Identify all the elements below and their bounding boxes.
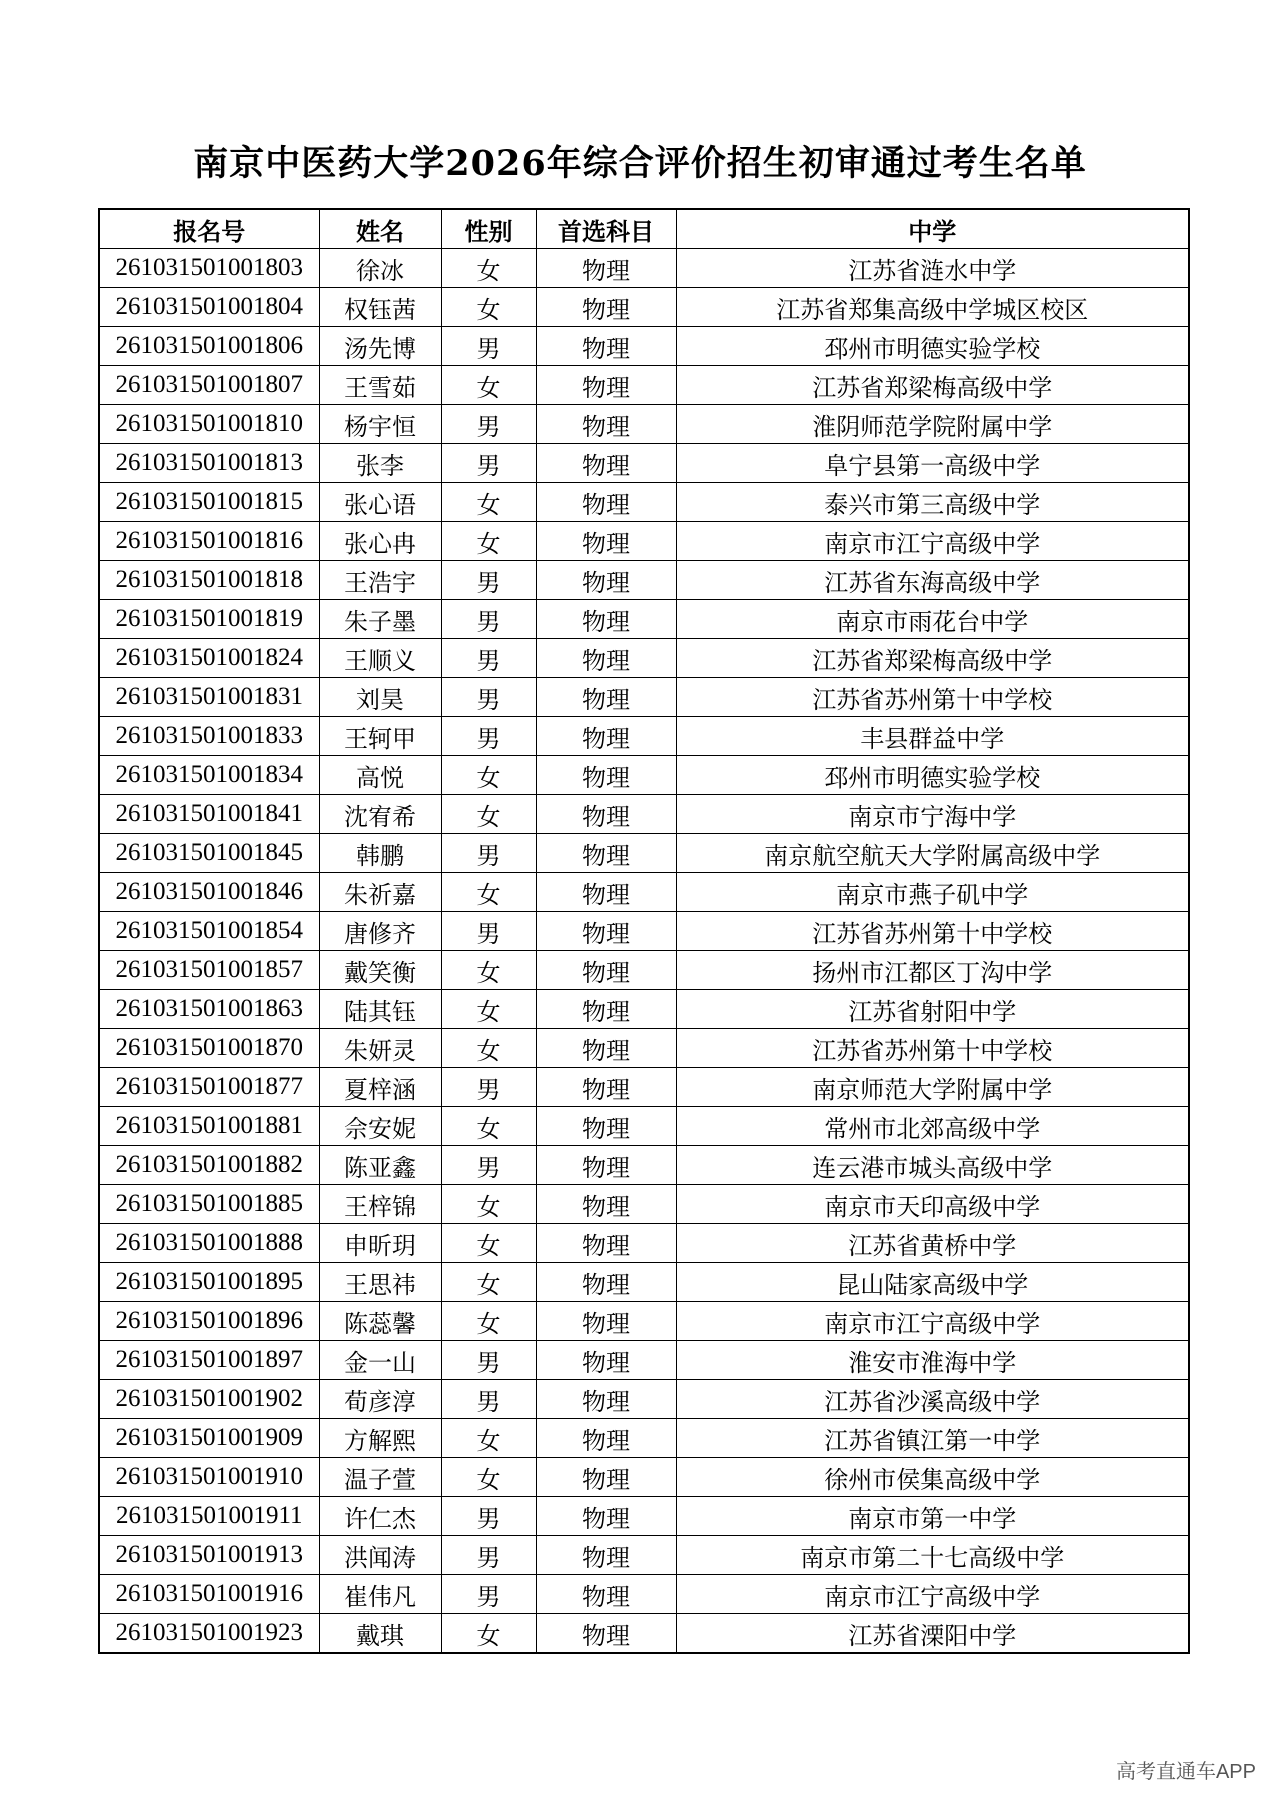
cell-registration-number: 261031501001824 — [99, 639, 319, 678]
cell-subject: 物理 — [536, 1029, 676, 1068]
cell-subject: 物理 — [536, 678, 676, 717]
cell-subject: 物理 — [536, 444, 676, 483]
cell-registration-number: 261031501001834 — [99, 756, 319, 795]
cell-name: 洪闻涛 — [319, 1536, 441, 1575]
table-row — [99, 1263, 1189, 1302]
cell-name: 王顺义 — [319, 639, 441, 678]
table-row — [99, 1107, 1189, 1146]
cell-registration-number: 261031501001857 — [99, 951, 319, 990]
cell-subject: 物理 — [536, 1107, 676, 1146]
cell-gender: 女 — [441, 1029, 536, 1068]
cell-gender: 男 — [441, 678, 536, 717]
table-row — [99, 1536, 1189, 1575]
cell-registration-number: 261031501001870 — [99, 1029, 319, 1068]
cell-name: 高悦 — [319, 756, 441, 795]
cell-school: 昆山陆家高级中学 — [676, 1263, 1189, 1302]
table-row — [99, 873, 1189, 912]
table-row — [99, 1185, 1189, 1224]
cell-school: 南京市江宁高级中学 — [676, 522, 1189, 561]
cell-registration-number: 261031501001804 — [99, 288, 319, 327]
table-row — [99, 327, 1189, 366]
cell-gender: 男 — [441, 1146, 536, 1185]
cell-gender: 女 — [441, 1302, 536, 1341]
cell-registration-number: 261031501001846 — [99, 873, 319, 912]
cell-school: 丰县群益中学 — [676, 717, 1189, 756]
candidate-table — [98, 208, 1190, 1654]
cell-registration-number: 261031501001841 — [99, 795, 319, 834]
table-row — [99, 951, 1189, 990]
cell-registration-number: 261031501001895 — [99, 1263, 319, 1302]
cell-gender: 男 — [441, 444, 536, 483]
table-row — [99, 1302, 1189, 1341]
cell-name: 朱妍灵 — [319, 1029, 441, 1068]
cell-registration-number: 261031501001863 — [99, 990, 319, 1029]
table-row — [99, 288, 1189, 327]
cell-subject: 物理 — [536, 327, 676, 366]
cell-gender: 男 — [441, 912, 536, 951]
table-row — [99, 444, 1189, 483]
cell-school: 邳州市明德实验学校 — [676, 756, 1189, 795]
table-row — [99, 561, 1189, 600]
cell-registration-number: 261031501001818 — [99, 561, 319, 600]
cell-name: 张李 — [319, 444, 441, 483]
table-row — [99, 1146, 1189, 1185]
cell-gender: 男 — [441, 561, 536, 600]
cell-subject: 物理 — [536, 1341, 676, 1380]
cell-registration-number: 261031501001902 — [99, 1380, 319, 1419]
cell-gender: 女 — [441, 1614, 536, 1654]
cell-gender: 女 — [441, 756, 536, 795]
cell-name: 朱子墨 — [319, 600, 441, 639]
cell-school: 南京市燕子矶中学 — [676, 873, 1189, 912]
cell-name: 佘安妮 — [319, 1107, 441, 1146]
table-row — [99, 249, 1189, 288]
header-school: 中学 — [676, 209, 1189, 249]
cell-registration-number: 261031501001813 — [99, 444, 319, 483]
header-name: 姓名 — [319, 209, 441, 249]
cell-gender: 男 — [441, 639, 536, 678]
table-row — [99, 1068, 1189, 1107]
cell-gender: 女 — [441, 1263, 536, 1302]
table-row — [99, 912, 1189, 951]
cell-registration-number: 261031501001913 — [99, 1536, 319, 1575]
cell-school: 江苏省苏州第十中学校 — [676, 912, 1189, 951]
cell-name: 崔伟凡 — [319, 1575, 441, 1614]
cell-subject: 物理 — [536, 483, 676, 522]
cell-name: 汤先博 — [319, 327, 441, 366]
cell-school: 南京市宁海中学 — [676, 795, 1189, 834]
cell-school: 江苏省沙溪高级中学 — [676, 1380, 1189, 1419]
cell-school: 淮安市淮海中学 — [676, 1341, 1189, 1380]
table-row — [99, 1497, 1189, 1536]
cell-school: 南京市天印高级中学 — [676, 1185, 1189, 1224]
cell-registration-number: 261031501001816 — [99, 522, 319, 561]
cell-subject: 物理 — [536, 405, 676, 444]
cell-gender: 男 — [441, 327, 536, 366]
cell-gender: 女 — [441, 1419, 536, 1458]
cell-gender: 男 — [441, 1575, 536, 1614]
cell-registration-number: 261031501001810 — [99, 405, 319, 444]
cell-school: 泰兴市第三高级中学 — [676, 483, 1189, 522]
cell-registration-number: 261031501001806 — [99, 327, 319, 366]
table-row — [99, 405, 1189, 444]
cell-name: 许仁杰 — [319, 1497, 441, 1536]
cell-subject: 物理 — [536, 1536, 676, 1575]
cell-registration-number: 261031501001819 — [99, 600, 319, 639]
cell-school: 江苏省镇江第一中学 — [676, 1419, 1189, 1458]
cell-school: 南京市江宁高级中学 — [676, 1302, 1189, 1341]
cell-gender: 女 — [441, 249, 536, 288]
cell-gender: 女 — [441, 795, 536, 834]
table-row — [99, 795, 1189, 834]
cell-subject: 物理 — [536, 1185, 676, 1224]
cell-name: 朱祈嘉 — [319, 873, 441, 912]
cell-name: 戴琪 — [319, 1614, 441, 1654]
cell-registration-number: 261031501001877 — [99, 1068, 319, 1107]
cell-name: 陈亚鑫 — [319, 1146, 441, 1185]
table-row — [99, 1224, 1189, 1263]
cell-registration-number: 261031501001910 — [99, 1458, 319, 1497]
cell-subject: 物理 — [536, 990, 676, 1029]
cell-school: 邳州市明德实验学校 — [676, 327, 1189, 366]
cell-subject: 物理 — [536, 834, 676, 873]
cell-registration-number: 261031501001909 — [99, 1419, 319, 1458]
cell-school: 南京航空航天大学附属高级中学 — [676, 834, 1189, 873]
cell-name: 张心语 — [319, 483, 441, 522]
cell-subject: 物理 — [536, 912, 676, 951]
table-row — [99, 1419, 1189, 1458]
cell-gender: 女 — [441, 1458, 536, 1497]
cell-gender: 男 — [441, 834, 536, 873]
cell-name: 陆其钰 — [319, 990, 441, 1029]
table-header-row — [99, 209, 1189, 249]
table-row — [99, 1341, 1189, 1380]
table-body — [99, 249, 1189, 1654]
page-title: 南京中医药大学2026年综合评价招生初审通过考生名单 — [193, 143, 1087, 184]
cell-registration-number: 261031501001911 — [99, 1497, 319, 1536]
cell-gender: 男 — [441, 717, 536, 756]
header-registration-number: 报名号 — [99, 209, 319, 249]
cell-subject: 物理 — [536, 1224, 676, 1263]
cell-school: 常州市北郊高级中学 — [676, 1107, 1189, 1146]
cell-school: 连云港市城头高级中学 — [676, 1146, 1189, 1185]
cell-subject: 物理 — [536, 1302, 676, 1341]
cell-name: 唐修齐 — [319, 912, 441, 951]
cell-name: 陈蕊馨 — [319, 1302, 441, 1341]
cell-name: 杨宇恒 — [319, 405, 441, 444]
cell-subject: 物理 — [536, 873, 676, 912]
cell-subject: 物理 — [536, 1575, 676, 1614]
cell-gender: 女 — [441, 951, 536, 990]
cell-subject: 物理 — [536, 600, 676, 639]
cell-school: 江苏省溧阳中学 — [676, 1614, 1189, 1654]
cell-school: 阜宁县第一高级中学 — [676, 444, 1189, 483]
cell-name: 申昕玥 — [319, 1224, 441, 1263]
cell-name: 方解熙 — [319, 1419, 441, 1458]
cell-school: 江苏省东海高级中学 — [676, 561, 1189, 600]
cell-name: 徐冰 — [319, 249, 441, 288]
table-row — [99, 678, 1189, 717]
cell-school: 南京师范大学附属中学 — [676, 1068, 1189, 1107]
cell-registration-number: 261031501001854 — [99, 912, 319, 951]
cell-school: 江苏省黄桥中学 — [676, 1224, 1189, 1263]
cell-school: 江苏省郑梁梅高级中学 — [676, 366, 1189, 405]
table-row — [99, 1380, 1189, 1419]
table-row — [99, 834, 1189, 873]
cell-name: 权钰茜 — [319, 288, 441, 327]
cell-subject: 物理 — [536, 366, 676, 405]
cell-school: 淮阴师范学院附属中学 — [676, 405, 1189, 444]
cell-gender: 女 — [441, 990, 536, 1029]
cell-gender: 女 — [441, 1185, 536, 1224]
cell-subject: 物理 — [536, 1263, 676, 1302]
cell-registration-number: 261031501001885 — [99, 1185, 319, 1224]
cell-registration-number: 261031501001896 — [99, 1302, 319, 1341]
table-row — [99, 1458, 1189, 1497]
cell-gender: 女 — [441, 288, 536, 327]
cell-subject: 物理 — [536, 1458, 676, 1497]
cell-subject: 物理 — [536, 1497, 676, 1536]
cell-registration-number: 261031501001897 — [99, 1341, 319, 1380]
cell-subject: 物理 — [536, 639, 676, 678]
cell-subject: 物理 — [536, 951, 676, 990]
cell-school: 徐州市侯集高级中学 — [676, 1458, 1189, 1497]
cell-school: 江苏省涟水中学 — [676, 249, 1189, 288]
cell-gender: 女 — [441, 1224, 536, 1263]
cell-registration-number: 261031501001845 — [99, 834, 319, 873]
cell-school: 南京市第一中学 — [676, 1497, 1189, 1536]
cell-gender: 男 — [441, 600, 536, 639]
table-row — [99, 366, 1189, 405]
cell-name: 王雪茹 — [319, 366, 441, 405]
cell-subject: 物理 — [536, 561, 676, 600]
cell-registration-number: 261031501001833 — [99, 717, 319, 756]
cell-registration-number: 261031501001881 — [99, 1107, 319, 1146]
table-row — [99, 717, 1189, 756]
cell-subject: 物理 — [536, 249, 676, 288]
cell-school: 南京市江宁高级中学 — [676, 1575, 1189, 1614]
cell-gender: 男 — [441, 405, 536, 444]
cell-school: 南京市第二十七高级中学 — [676, 1536, 1189, 1575]
cell-gender: 女 — [441, 366, 536, 405]
cell-name: 沈宥希 — [319, 795, 441, 834]
cell-name: 韩鹏 — [319, 834, 441, 873]
header-gender: 性别 — [441, 209, 536, 249]
cell-name: 夏梓涵 — [319, 1068, 441, 1107]
cell-school: 江苏省郑梁梅高级中学 — [676, 639, 1189, 678]
cell-gender: 男 — [441, 1536, 536, 1575]
cell-name: 张心冉 — [319, 522, 441, 561]
cell-school: 江苏省苏州第十中学校 — [676, 1029, 1189, 1068]
watermark: 高考直通车APP — [1115, 1761, 1256, 1783]
cell-gender: 男 — [441, 1068, 536, 1107]
cell-subject: 物理 — [536, 1146, 676, 1185]
cell-school: 江苏省郑集高级中学城区校区 — [676, 288, 1189, 327]
cell-gender: 男 — [441, 1497, 536, 1536]
table-row — [99, 990, 1189, 1029]
table-row — [99, 522, 1189, 561]
cell-name: 王梓锦 — [319, 1185, 441, 1224]
cell-school: 江苏省苏州第十中学校 — [676, 678, 1189, 717]
cell-registration-number: 261031501001815 — [99, 483, 319, 522]
cell-name: 戴笑衡 — [319, 951, 441, 990]
table-row — [99, 600, 1189, 639]
cell-registration-number: 261031501001803 — [99, 249, 319, 288]
cell-name: 王浩宇 — [319, 561, 441, 600]
cell-registration-number: 261031501001916 — [99, 1575, 319, 1614]
cell-registration-number: 261031501001882 — [99, 1146, 319, 1185]
cell-subject: 物理 — [536, 795, 676, 834]
table-row — [99, 1614, 1189, 1654]
cell-name: 王轲甲 — [319, 717, 441, 756]
cell-gender: 女 — [441, 483, 536, 522]
cell-registration-number: 261031501001888 — [99, 1224, 319, 1263]
table-row — [99, 483, 1189, 522]
cell-name: 荀彦淳 — [319, 1380, 441, 1419]
cell-school: 南京市雨花台中学 — [676, 600, 1189, 639]
cell-subject: 物理 — [536, 717, 676, 756]
cell-name: 温子萱 — [319, 1458, 441, 1497]
cell-gender: 女 — [441, 522, 536, 561]
cell-school: 扬州市江都区丁沟中学 — [676, 951, 1189, 990]
cell-registration-number: 261031501001923 — [99, 1614, 319, 1654]
cell-subject: 物理 — [536, 288, 676, 327]
cell-name: 刘昊 — [319, 678, 441, 717]
cell-gender: 男 — [441, 1380, 536, 1419]
cell-subject: 物理 — [536, 756, 676, 795]
table-row — [99, 1575, 1189, 1614]
cell-subject: 物理 — [536, 1380, 676, 1419]
cell-subject: 物理 — [536, 1614, 676, 1654]
cell-gender: 女 — [441, 873, 536, 912]
cell-school: 江苏省射阳中学 — [676, 990, 1189, 1029]
cell-subject: 物理 — [536, 1419, 676, 1458]
cell-gender: 男 — [441, 1341, 536, 1380]
table-row — [99, 756, 1189, 795]
cell-gender: 女 — [441, 1107, 536, 1146]
cell-name: 金一山 — [319, 1341, 441, 1380]
cell-subject: 物理 — [536, 522, 676, 561]
cell-name: 王思祎 — [319, 1263, 441, 1302]
cell-registration-number: 261031501001831 — [99, 678, 319, 717]
table-row — [99, 639, 1189, 678]
table-row — [99, 1029, 1189, 1068]
cell-subject: 物理 — [536, 1068, 676, 1107]
header-subject: 首选科目 — [536, 209, 676, 249]
cell-registration-number: 261031501001807 — [99, 366, 319, 405]
